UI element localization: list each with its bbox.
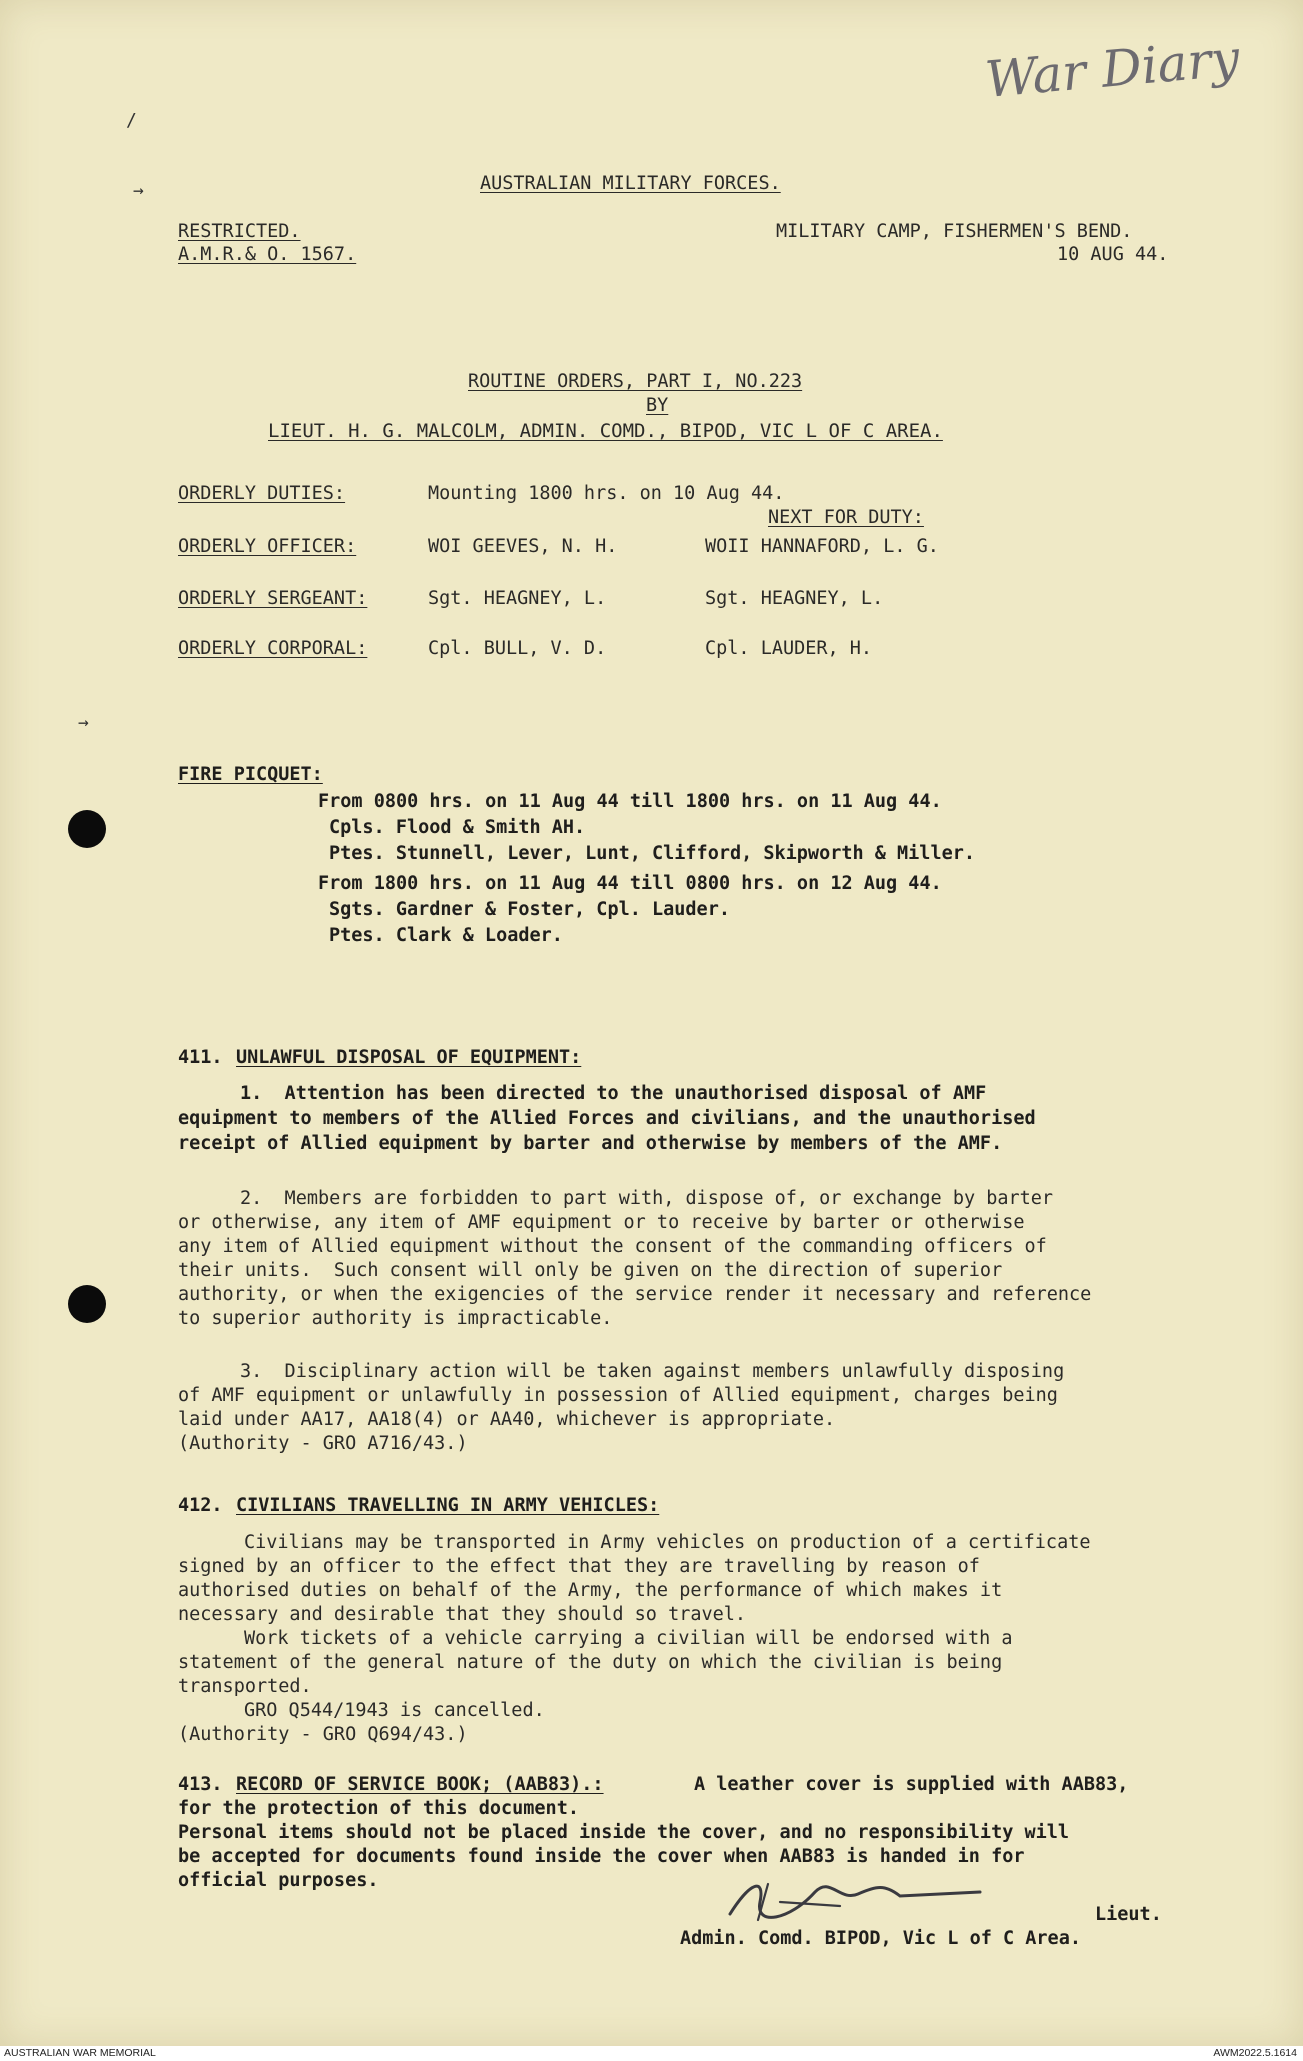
signature-scrawl — [720, 1862, 1000, 1932]
footer-accession: AWM2022.5.1614 — [1213, 2047, 1297, 2059]
margin-mark: → — [133, 180, 144, 201]
section-411-number: 411. — [178, 1047, 223, 1068]
section-413-text: be accepted for documents found inside the cover when AAB83 is handed in for — [178, 1846, 1025, 1867]
section-411-text: (Authority - GRO A716/43.) — [178, 1433, 468, 1454]
section-411-text: 1. Attention has been directed to the unauthorised disposal of AMF — [240, 1083, 987, 1104]
orderly-duties-value: Mounting 1800 hrs. on 10 Aug 44. — [428, 483, 785, 504]
section-411-text: their units. Such consent will only be given on the direction of superior — [178, 1260, 1003, 1281]
handwritten-annotation: War Diary — [982, 29, 1242, 109]
footer-credit: AUSTRALIAN WAR MEMORIAL — [4, 2047, 156, 2059]
section-412-number: 412. — [178, 1495, 223, 1516]
picquet-line: From 0800 hrs. on 11 Aug 44 till 1800 hrs. on 11 Aug 44. — [318, 791, 942, 812]
orders-by: BY — [646, 395, 669, 416]
section-413-text: official purposes. — [178, 1870, 379, 1891]
picquet-line: From 1800 hrs. on 11 Aug 44 till 0800 hrs. on 12 Aug 44. — [318, 873, 942, 894]
section-411-text: any item of Allied equipment without the consent of the commanding officers of — [178, 1236, 1047, 1257]
section-412-text: GRO Q544/1943 is cancelled. — [244, 1700, 545, 1721]
picquet-line: Sgts. Gardner & Foster, Cpl. Lauder. — [329, 899, 730, 920]
section-412-text: authorised duties on behalf of the Army, the performance of which makes it — [178, 1580, 1003, 1601]
fire-picquet-heading: FIRE PICQUET: — [178, 764, 323, 785]
section-413-text: A leather cover is supplied with AAB83, — [694, 1774, 1129, 1795]
section-411-text: or otherwise, any item of AMF equipment or to receive by barter or otherwise — [178, 1212, 1025, 1233]
punch-hole — [68, 1285, 106, 1323]
orderly-sergeant-label: ORDERLY SERGEANT: — [178, 588, 368, 609]
orderly-sergeant-next: Sgt. HEAGNEY, L. — [705, 588, 884, 609]
section-412-text: Civilians may be transported in Army vehicles on production of a certificate — [244, 1532, 1091, 1553]
orderly-officer-current: WOI GEEVES, N. H. — [428, 536, 618, 557]
orderly-corporal-current: Cpl. BULL, V. D. — [428, 638, 607, 659]
section-412-heading: CIVILIANS TRAVELLING IN ARMY VEHICLES: — [236, 1495, 660, 1516]
section-412-text: transported. — [178, 1676, 312, 1697]
signature-rank: Lieut. — [1095, 1904, 1162, 1925]
orders-authority: LIEUT. H. G. MALCOLM, ADMIN. COMD., BIPOD, VIC L OF C AREA. — [268, 420, 943, 442]
punch-hole — [68, 810, 106, 848]
section-413-text: for the protection of this document. — [178, 1798, 579, 1819]
org-heading: AUSTRALIAN MILITARY FORCES. — [480, 173, 781, 194]
orderly-corporal-next: Cpl. LAUDER, H. — [705, 638, 873, 659]
section-412-text: signed by an officer to the effect that they are travelling by reason of — [178, 1556, 980, 1577]
orderly-officer-next: WOII HANNAFORD, L. G. — [705, 536, 939, 557]
section-411-text: receipt of Allied equipment by barter and otherwise by members of the AMF. — [178, 1133, 1003, 1154]
section-412-text: (Authority - GRO Q694/43.) — [178, 1724, 468, 1745]
signature-title: Admin. Comd. BIPOD, Vic L of C Area. — [680, 1928, 1081, 1949]
date: 10 AUG 44. — [1057, 244, 1169, 265]
section-411-heading: UNLAWFUL DISPOSAL OF EQUIPMENT: — [236, 1047, 582, 1068]
picquet-line: Cpls. Flood & Smith AH. — [329, 817, 586, 838]
orderly-officer-label: ORDERLY OFFICER: — [178, 536, 357, 557]
section-411-text: laid under AA17, AA18(4) or AA40, whichever is appropriate. — [178, 1409, 836, 1430]
orderly-duties-label: ORDERLY DUTIES: — [178, 483, 346, 504]
picquet-line: Ptes. Stunnell, Lever, Lunt, Clifford, Skipworth & Miller. — [329, 843, 976, 864]
section-411-text: of AMF equipment or unlawfully in possession of Allied equipment, charges being — [178, 1385, 1058, 1406]
section-413-heading: RECORD OF SERVICE BOOK; (AAB83).: — [236, 1774, 604, 1795]
section-412-text: statement of the general nature of the duty on which the civilian is being — [178, 1652, 1003, 1673]
section-411-text: 3. Disciplinary action will be taken against members unlawfully disposing — [240, 1361, 1065, 1382]
footer-bar — [0, 2046, 1303, 2061]
margin-mark: / — [126, 110, 137, 131]
section-412-text: necessary and desirable that they should so travel. — [178, 1604, 747, 1625]
section-411-text: to superior authority is impracticable. — [178, 1308, 613, 1329]
section-413-number: 413. — [178, 1774, 223, 1795]
restricted-label: RESTRICTED. — [178, 221, 301, 242]
section-411-text: equipment to members of the Allied Forces and civilians, and the unauthorised — [178, 1108, 1036, 1129]
orderly-sergeant-current: Sgt. HEAGNEY, L. — [428, 588, 607, 609]
section-413-text: Personal items should not be placed inside the cover, and no responsibility will — [178, 1822, 1070, 1843]
section-411-text: authority, or when the exigencies of the service render it necessary and reference — [178, 1284, 1092, 1305]
orders-title: ROUTINE ORDERS, PART I, NO.223 — [468, 371, 803, 392]
location: MILITARY CAMP, FISHERMEN'S BEND. — [776, 221, 1133, 242]
picquet-line: Ptes. Clark & Loader. — [329, 925, 563, 946]
reference-number: A.M.R.& O. 1567. — [178, 244, 357, 265]
section-412-text: Work tickets of a vehicle carrying a civilian will be endorsed with a — [244, 1628, 1013, 1649]
margin-mark: → — [78, 712, 89, 733]
orderly-corporal-label: ORDERLY CORPORAL: — [178, 638, 368, 659]
section-411-text: 2. Members are forbidden to part with, dispose of, or exchange by barter — [240, 1188, 1054, 1209]
next-for-duty-label: NEXT FOR DUTY: — [768, 507, 924, 528]
